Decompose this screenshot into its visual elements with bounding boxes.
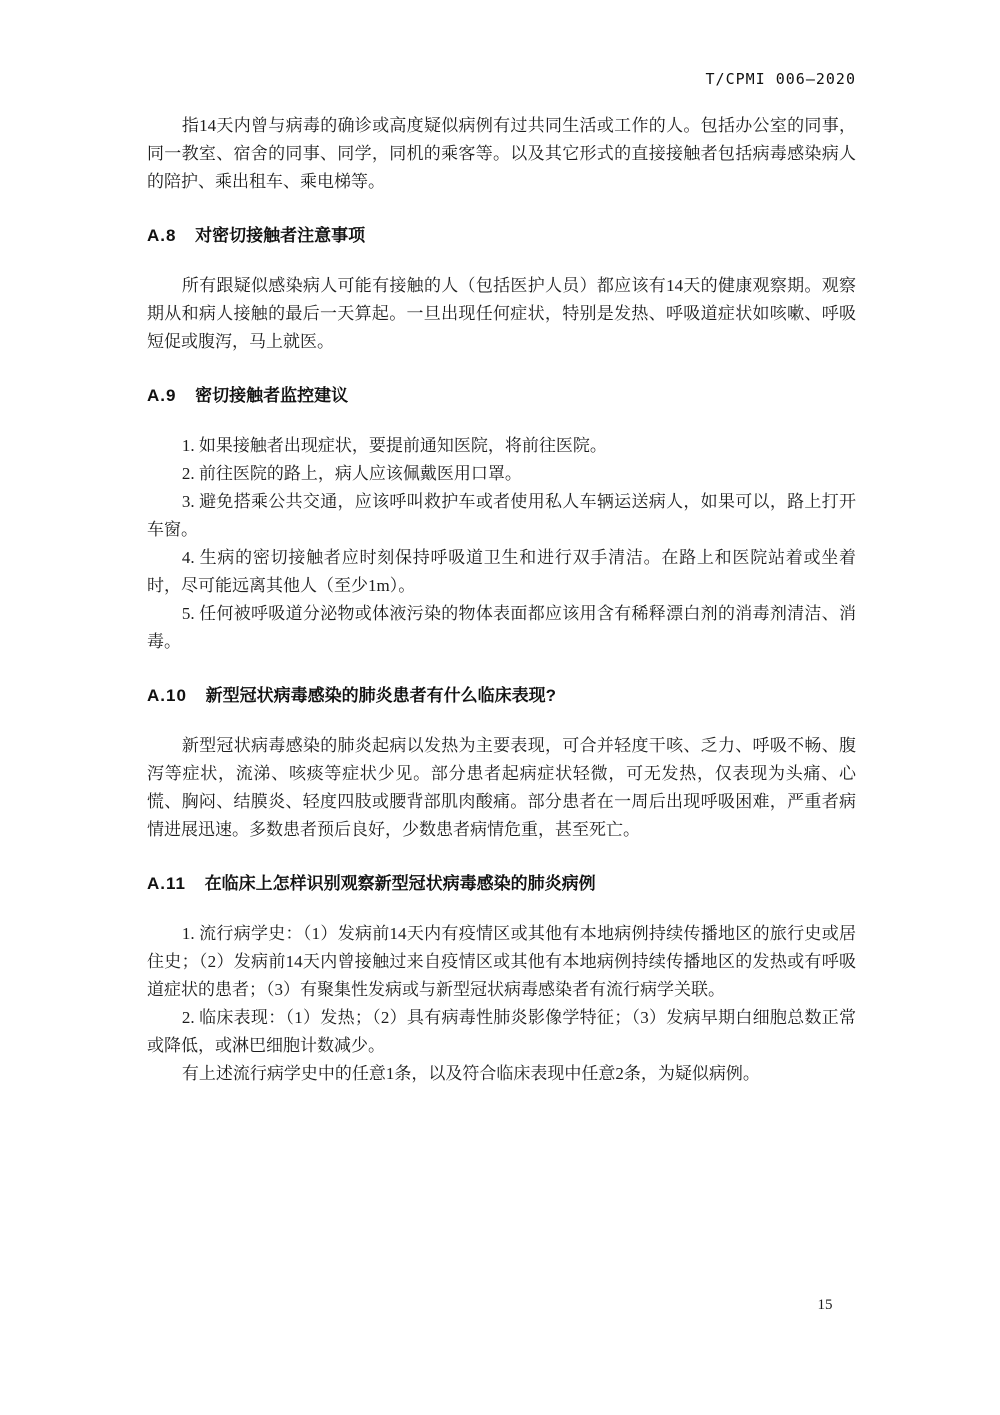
section-heading-a9 <box>147 382 856 410</box>
standard-number: T/CPMI 006—2020 <box>705 70 856 88</box>
section-a11-paragraph-3: 有上述流行病学史中的任意1条，以及符合临床表现中任意2条，为疑似病例。 <box>181 1064 760 1083</box>
section-a9-item-2: 2. 前往医院的路上，病人应该佩戴医用口罩。 <box>181 464 522 483</box>
page-header <box>147 70 856 88</box>
section-id: A.9 <box>147 386 177 405</box>
section-heading-a8 <box>147 222 856 250</box>
section-heading-a10 <box>147 682 856 710</box>
section-title: 新型冠状病毒感染的肺炎患者有什么临床表现? <box>205 686 556 705</box>
section-a9-item-1: 1. 如果接触者出现症状，要提前通知医院，将前往医院。 <box>181 436 607 455</box>
section-id: A.10 <box>147 686 187 705</box>
section-title: 在临床上怎样识别观察新型冠状病毒感染的肺炎病例 <box>204 874 596 893</box>
section-a9-item-4: 4. 生病的密切接触者应时刻保持呼吸道卫生和进行双手清洁。在路上和医院站着或坐着时，尽可能远离其他人（至少1m）。 <box>147 548 856 595</box>
section-a10-paragraph: 新型冠状病毒感染的肺炎起病以发热为主要表现，可合并轻度干咳、乏力、呼吸不畅、腹泻等症状，流涕、咳痰等症状少见。部分患者起病症状轻微，可无发热，仅表现为头痛、心慌、胸闷、结膜炎、轻度四肢或腰背部肌肉酸痛。部分患者在一周后出现呼吸困难，严重者病情进展迅速。多数患者预后良好，少数患者病情危重，甚至死亡。 <box>147 736 856 839</box>
section-a11-paragraph-2: 2. 临床表现：（1）发热；（2）具有病毒性肺炎影像学特征；（3）发病早期白细胞总数正常或降低，或淋巴细胞计数减少。 <box>147 1008 856 1055</box>
intro-paragraph: 指14天内曾与病毒的确诊或高度疑似病例有过共同生活或工作的人。包括办公室的同事，同一教室、宿舍的同事、同学，同机的乘客等。以及其它形式的直接接触者包括病毒感染病人的陪护、乘出租车、乘电梯等。 <box>147 116 856 191</box>
section-a8-paragraph: 所有跟疑似感染病人可能有接触的人（包括医护人员）都应该有14天的健康观察期。观察期从和病人接触的最后一天算起。一旦出现任何症状，特别是发热、呼吸道症状如咳嗽、呼吸短促或腹泻，马上就医。 <box>147 276 856 351</box>
section-heading-a11 <box>147 870 856 898</box>
section-title: 密切接触者监控建议 <box>195 386 349 405</box>
section-a11-paragraph-1: 1. 流行病学史：（1）发病前14天内有疫情区或其他有本地病例持续传播地区的旅行史或居住史；（2）发病前14天内曾接触过来自疫情区或其他有本地病例持续传播地区的发热或有呼吸道症状的患者；（3）有聚集性发病或与新型冠状病毒感染者有流行病学关联。 <box>147 924 856 999</box>
page-number: 15 <box>817 1297 833 1313</box>
section-title: 对密切接触者注意事项 <box>195 226 366 245</box>
section-id: A.11 <box>147 874 186 893</box>
section-a9-item-3: 3. 避免搭乘公共交通，应该呼叫救护车或者使用私人车辆运送病人，如果可以，路上打开车窗。 <box>147 492 856 539</box>
section-a9-item-5: 5. 任何被呼吸道分泌物或体液污染的物体表面都应该用含有稀释漂白剂的消毒剂清洁、消毒。 <box>147 604 856 651</box>
section-id: A.8 <box>147 226 177 245</box>
document-body <box>147 112 856 1088</box>
